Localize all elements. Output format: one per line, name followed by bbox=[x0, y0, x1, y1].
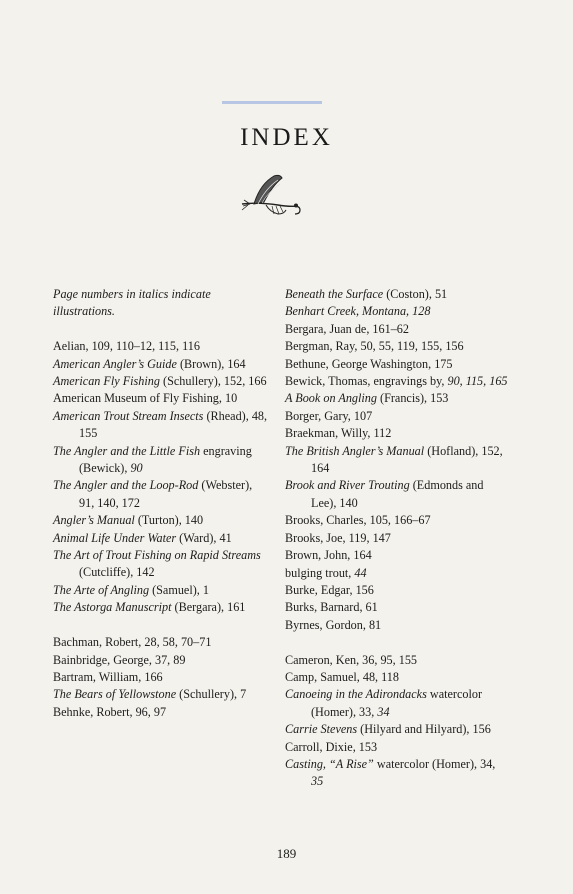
index-entry bbox=[285, 477, 510, 512]
index-entry bbox=[285, 652, 510, 669]
italic-text: 90 bbox=[130, 461, 143, 476]
title-rule bbox=[222, 101, 322, 104]
entry-text: (Schullery), 7 bbox=[176, 687, 247, 702]
index-entry bbox=[285, 599, 510, 616]
entry-text: Bergara, Juan de, 161–62 bbox=[285, 321, 409, 336]
entry-text: (Brown), 164 bbox=[176, 356, 246, 371]
index-entry bbox=[53, 512, 268, 529]
entry-text: Burks, Barnard, 61 bbox=[285, 600, 378, 615]
italics-note: Page numbers in italics indicate illustrations. bbox=[53, 287, 211, 319]
entry-text: Bartram, William, 166 bbox=[53, 669, 163, 684]
index-entry bbox=[53, 582, 268, 599]
entry-text: Bethune, George Washington, 175 bbox=[285, 356, 453, 371]
italic-text: Benhart Creek, Montana, 128 bbox=[285, 304, 431, 319]
italic-text: The Angler and the Loop-Rod bbox=[53, 478, 199, 493]
page-title: INDEX bbox=[240, 124, 333, 151]
index-entry bbox=[285, 303, 510, 320]
index-entry bbox=[285, 617, 510, 634]
entry-text: Borger, Gary, 107 bbox=[285, 408, 373, 423]
index-entry bbox=[285, 443, 510, 478]
entry-text: Bainbridge, George, 37, 89 bbox=[53, 652, 186, 667]
entry-text: (Rhead), 48, 155 bbox=[79, 408, 268, 441]
entry-text: (Schullery), 152, 166 bbox=[159, 374, 267, 389]
italic-text: The Arte of Angling bbox=[53, 582, 150, 597]
entry-text: Bachman, Robert, 28, 58, 70–71 bbox=[53, 635, 212, 650]
index-entry bbox=[285, 356, 510, 373]
italic-text: 44 bbox=[354, 565, 367, 580]
entry-text: (Ward), 41 bbox=[176, 530, 232, 545]
italic-text: Animal Life Under Water bbox=[53, 530, 177, 545]
italic-text: Brook and River Trouting bbox=[285, 478, 410, 493]
entry-text: Brooks, Charles, 105, 166–67 bbox=[285, 513, 431, 528]
entry-text: Bewick, Thomas, engravings by, bbox=[285, 374, 448, 389]
index-entry bbox=[53, 443, 268, 478]
entry-text: (Webster), 91, 140, 172 bbox=[79, 478, 253, 510]
entry-text: (Turton), 140 bbox=[134, 513, 204, 528]
index-entry bbox=[285, 686, 510, 721]
index-entry bbox=[53, 686, 268, 703]
index-entry bbox=[53, 356, 268, 373]
index-entry bbox=[53, 669, 268, 686]
index-entry bbox=[285, 373, 510, 390]
index-entry bbox=[285, 530, 510, 547]
index-entry bbox=[285, 338, 510, 355]
entry-text: (Hofland), 152, 164 bbox=[311, 443, 503, 476]
index-entry bbox=[285, 721, 510, 738]
entry-text: watercolor (Homer), 33, bbox=[311, 687, 482, 719]
entry-text: (Samuel), 1 bbox=[149, 582, 209, 597]
index-entry bbox=[53, 530, 268, 547]
italic-text: American Trout Stream Insects bbox=[53, 408, 204, 423]
entry-text: Camp, Samuel, 48, 118 bbox=[285, 669, 399, 684]
entry-text: (Coston), 51 bbox=[383, 287, 448, 301]
index-entry bbox=[53, 338, 268, 355]
italic-text: American Fly Fishing bbox=[53, 374, 160, 389]
index-entry bbox=[53, 652, 268, 669]
italic-text: The Bears of Yellowstone bbox=[53, 687, 177, 702]
italic-text: The Art of Trout Fishing on Rapid Streams bbox=[53, 548, 261, 563]
index-entry bbox=[53, 477, 268, 512]
entry-text: Brown, John, 164 bbox=[285, 548, 372, 563]
index-entry bbox=[285, 425, 510, 442]
index-entry bbox=[53, 390, 268, 407]
entry-text: bulging trout, bbox=[285, 565, 355, 580]
italic-text: Canoeing in the Adirondacks bbox=[285, 687, 427, 702]
entry-text: (Bergara), 161 bbox=[171, 600, 246, 615]
entry-text: American Museum of Fly Fishing, 10 bbox=[53, 391, 238, 406]
italic-text: 90, 115, 165 bbox=[447, 374, 508, 389]
entry-text: (Cutcliffe), 142 bbox=[79, 565, 155, 580]
index-entry bbox=[285, 547, 510, 564]
entry-text: watercolor (Homer), 34, bbox=[373, 756, 496, 771]
index-entry bbox=[285, 512, 510, 529]
index-entry bbox=[285, 321, 510, 338]
entry-text: Carroll, Dixie, 153 bbox=[285, 739, 378, 754]
index-entry bbox=[285, 669, 510, 686]
page-number: 189 bbox=[276, 846, 297, 861]
italic-text: Beneath the Surface bbox=[285, 287, 384, 301]
index-entry bbox=[285, 582, 510, 599]
italic-text: 35 bbox=[311, 774, 324, 789]
entry-text: (Francis), 153 bbox=[376, 391, 449, 406]
entry-text: Brooks, Joe, 119, 147 bbox=[285, 530, 391, 545]
italic-text: The Astorga Manuscript bbox=[53, 600, 172, 615]
index-entry bbox=[53, 408, 268, 443]
entry-text: Bergman, Ray, 50, 55, 119, 155, 156 bbox=[285, 339, 464, 354]
index-entry bbox=[53, 634, 268, 651]
entry-text: (Hilyard and Hilyard), 156 bbox=[357, 722, 491, 737]
index-entry bbox=[285, 390, 510, 407]
italic-text: Angler’s Manual bbox=[53, 513, 135, 528]
index-entry bbox=[53, 547, 268, 582]
italic-text: Carrie Stevens bbox=[285, 722, 358, 737]
index-entry bbox=[285, 739, 510, 756]
section-gap bbox=[285, 634, 510, 651]
entry-text: engraving (Bewick), bbox=[79, 443, 252, 476]
entry-text: Braekman, Willy, 112 bbox=[285, 426, 392, 441]
index-entry bbox=[53, 373, 268, 390]
index-entry bbox=[53, 704, 268, 721]
fishing-fly-icon bbox=[238, 170, 302, 220]
entry-text: Byrnes, Gordon, 81 bbox=[285, 617, 382, 632]
index-column-left bbox=[53, 286, 268, 721]
italic-text: Casting, “A Rise” bbox=[285, 756, 374, 771]
italic-text: The Angler and the Little Fish bbox=[53, 443, 201, 458]
entry-text: Burke, Edgar, 156 bbox=[285, 582, 374, 597]
entry-text: Behnke, Robert, 96, 97 bbox=[53, 704, 167, 719]
index-entry bbox=[53, 599, 268, 616]
italic-text: American Angler’s Guide bbox=[53, 356, 177, 371]
entry-text: Aelian, 109, 110–12, 115, 116 bbox=[53, 339, 200, 354]
index-entry bbox=[285, 565, 510, 582]
italic-text: The British Angler’s Manual bbox=[285, 443, 425, 458]
index-entry bbox=[285, 408, 510, 425]
section-gap bbox=[53, 617, 268, 634]
index-column-right bbox=[285, 286, 510, 791]
index-entry bbox=[285, 286, 510, 303]
italic-text: 34 bbox=[377, 704, 390, 719]
entry-text: (Edmonds and Lee), 140 bbox=[311, 478, 484, 510]
entry-text: Cameron, Ken, 36, 95, 155 bbox=[285, 652, 418, 667]
italic-text: A Book on Angling bbox=[285, 391, 377, 406]
index-entry bbox=[285, 756, 510, 791]
